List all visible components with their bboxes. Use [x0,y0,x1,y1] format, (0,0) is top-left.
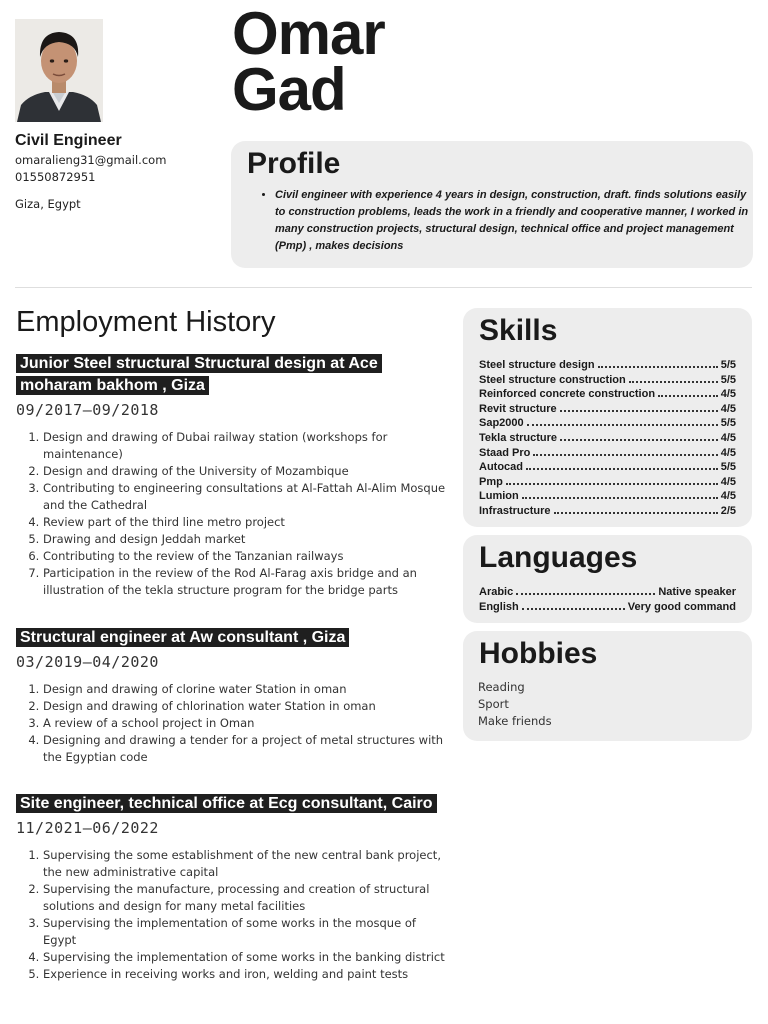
list-item: 5. Experience in receiving works and iron, welding and paint tests [43,966,446,983]
skill-row [479,416,736,431]
list-item: 3. Supervising the implementation of some works in the mosque of Egypt [43,915,446,949]
section-divider [15,287,752,288]
list-item: 2. Design and drawing of the University of Mozambique [43,463,446,480]
list-item: 4. Designing and drawing a tender for a project of metal structures with the Egyptian code [43,732,446,766]
profile-card [231,141,753,268]
skills-list [479,358,736,519]
job-position-title: Structural engineer at Aw consultant , Giza [16,627,446,649]
skill-level: 4/5 [720,490,736,503]
skill-row [479,460,736,475]
skill-row [479,387,736,402]
list-item: 1. Design and drawing of Dubai railway station (workshops for maintenance) [43,429,446,463]
job-dates: 09/2017—09/2018 [16,401,159,419]
list-item: 1. Supervising the some establishment of the new central bank project, the new administrative capital [43,847,446,881]
skill-level: 4/5 [720,402,736,415]
first-name: Omar [232,0,385,67]
skill-name: Reinforced concrete construction [479,388,656,401]
skill-row [479,504,736,519]
list-item: 7. Participation in the review of the Rod Al-Farag axis bridge and an illustration of the tekla structure program for the bridge parts [43,565,446,599]
list-item: 4. Supervising the implementation of some works in the banking district [43,949,446,966]
profile-text: • Civil engineer with experience 4 years in design, construction, draft. finds solutions easily to construction problems, leads the work in a friendly and cooperative manner, I worked in many construction projects, structural design, technical office and project management (Pmp) , makes decisions [275,187,753,255]
skill-name: Sap2000 [479,417,524,430]
skill-name: Tekla structure [479,431,558,444]
skill-name: Staad Pro [479,446,531,459]
job-position-title: Junior Steel structural Structural design at Ace moharam bakhom , Giza [16,353,446,397]
skill-name: Autocad [479,461,523,474]
job-entry [16,793,446,983]
list-item: 5. Drawing and design Jeddah market [43,531,446,548]
skills-heading: Skills [479,314,558,347]
job-duties [16,429,446,599]
candidate-name [232,0,385,123]
language-row [479,600,736,615]
languages-list [479,585,736,614]
skill-level: 4/5 [720,388,736,401]
skills-card [463,308,752,527]
skill-name: Infrastructure [479,504,551,517]
skill-name: Pmp [479,475,503,488]
list-item: 3. Contributing to engineering consultations at Al-Fattah Al-Alim Mosque and the Cathedral [43,480,446,514]
profile-heading: Profile [247,147,341,180]
skill-level: 5/5 [720,461,736,474]
employment-heading: Employment History [16,306,276,338]
skill-level: 4/5 [720,431,736,444]
skill-row [479,373,736,388]
job-entry [16,353,446,599]
location: Giza, Egypt [15,197,81,211]
list-item: 4. Review part of the third line metro project [43,514,446,531]
email[interactable]: omaralieng31@gmail.com [15,153,167,167]
job-duties [16,681,446,766]
hobby-item: Sport [478,697,509,711]
job-entry [16,627,446,766]
phone: 01550872951 [15,170,96,184]
language-row [479,585,736,600]
hobbies-card [463,631,752,741]
languages-heading: Languages [479,541,638,574]
skill-row [479,446,736,461]
skill-row [479,402,736,417]
language-level: Native speaker [658,586,736,598]
skill-row [479,358,736,373]
skill-level: 5/5 [720,417,736,430]
skill-name: Lumion [479,490,519,503]
skill-name: Steel structure construction [479,373,626,386]
language-level: Very good command [627,600,736,613]
list-item: 3. A review of a school project in Oman [43,715,446,732]
contact-block [15,131,215,213]
language-name: Arabic [479,586,514,598]
skill-level: 2/5 [720,504,736,517]
languages-card [463,535,752,623]
last-name: Gad [232,56,346,123]
job-duties [16,847,446,983]
language-name: English [479,600,519,613]
list-item: 2. Design and drawing of chlorination water Station in oman [43,698,446,715]
skill-row [479,431,736,446]
skill-level: 5/5 [720,373,736,386]
skill-level: 4/5 [720,446,736,459]
skill-level: 5/5 [720,359,736,371]
hobbies-list [478,679,552,730]
profile-photo [15,19,103,122]
skill-name: Steel structure design [479,359,595,371]
hobby-item: Reading [478,680,525,694]
skill-name: Revit structure [479,402,557,415]
list-item: 6. Contributing to the review of the Tanzanian railways [43,548,446,565]
list-item: 1. Design and drawing of clorine water Station in oman [43,681,446,698]
job-dates: 03/2019—04/2020 [16,653,159,671]
job-dates: 11/2021—06/2022 [16,819,159,837]
job-position-title: Site engineer, technical office at Ecg consultant, Cairo [16,793,446,815]
skill-level: 4/5 [720,475,736,488]
profile-list [257,187,753,255]
hobby-item: Make friends [478,714,552,728]
list-item: 2. Supervising the manufacture, processing and creation of structural solutions and design for many metal facilities [43,881,446,915]
job-title: Civil Engineer [15,132,122,149]
skill-row [479,489,736,504]
skill-row [479,475,736,490]
hobbies-heading: Hobbies [479,637,598,670]
